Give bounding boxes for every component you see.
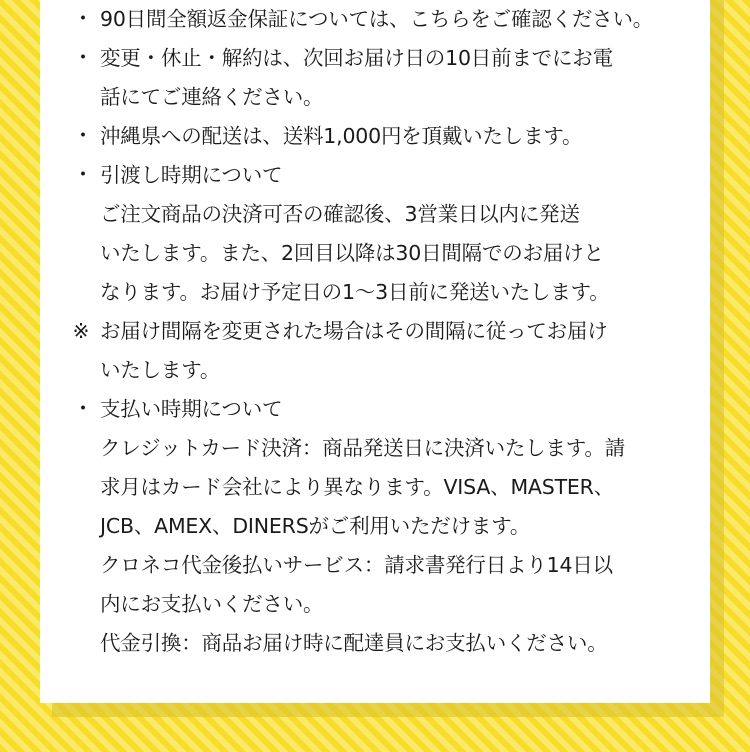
- note-delivery-line-1: ご注文商品の決済可否の確認後、3営業日以内に発送: [100, 202, 580, 226]
- note-delivery-line-3: なります。お届け予定日の1〜3日前に発送いたします。: [100, 280, 610, 304]
- note-delivery-line-2: いたします。また、2回目以降は30日間隔でのお届けと: [100, 241, 604, 265]
- note-payment-card-line-1: クレジットカード決済：商品発送日に決済いたします。請: [100, 436, 626, 460]
- note-payment-card-line-3: JCB、AMEX、DINERSがご利用いただけます。: [100, 514, 531, 538]
- note-delivery-title: 引渡し時期について: [100, 163, 283, 187]
- note-payment-kuroneko-line-2: 内にお支払いください。: [100, 592, 324, 616]
- note-interval-line-1: お届け間隔を変更された場合はその間隔に従ってお届け: [100, 319, 608, 343]
- note-change-line-2: 話にてご連絡ください。: [100, 85, 324, 109]
- bullet-marker: ・: [72, 163, 95, 188]
- note-interval-line-2: いたします。: [100, 358, 221, 382]
- note-payment-title: 支払い時期について: [100, 397, 283, 421]
- note-guarantee: 90日間全額返金保証については、こちらをご確認ください。: [100, 7, 654, 31]
- note-payment-card-line-2: 求月はカード会社により異なります。VISA、MASTER、: [100, 475, 614, 499]
- notes-card: [40, 0, 710, 703]
- note-payment-kuroneko-line-1: クロネコ代金後払いサービス：請求書発行日より14日以: [100, 553, 613, 577]
- bullet-marker: ・: [72, 124, 95, 149]
- note-payment-cod: 代金引換：商品お届け時に配達員にお支払いください。: [100, 631, 608, 655]
- bullet-marker: ・: [72, 397, 95, 422]
- bullet-marker: ・: [72, 7, 95, 32]
- note-okinawa: 沖縄県への配送は、送料1,000円を頂戴いたします。: [100, 124, 583, 148]
- note-change-line-1: 変更・休止・解約は、次回お届け日の10日前までにお電: [100, 46, 613, 70]
- bullet-marker: ・: [72, 46, 95, 71]
- note-marker: ※: [72, 319, 90, 343]
